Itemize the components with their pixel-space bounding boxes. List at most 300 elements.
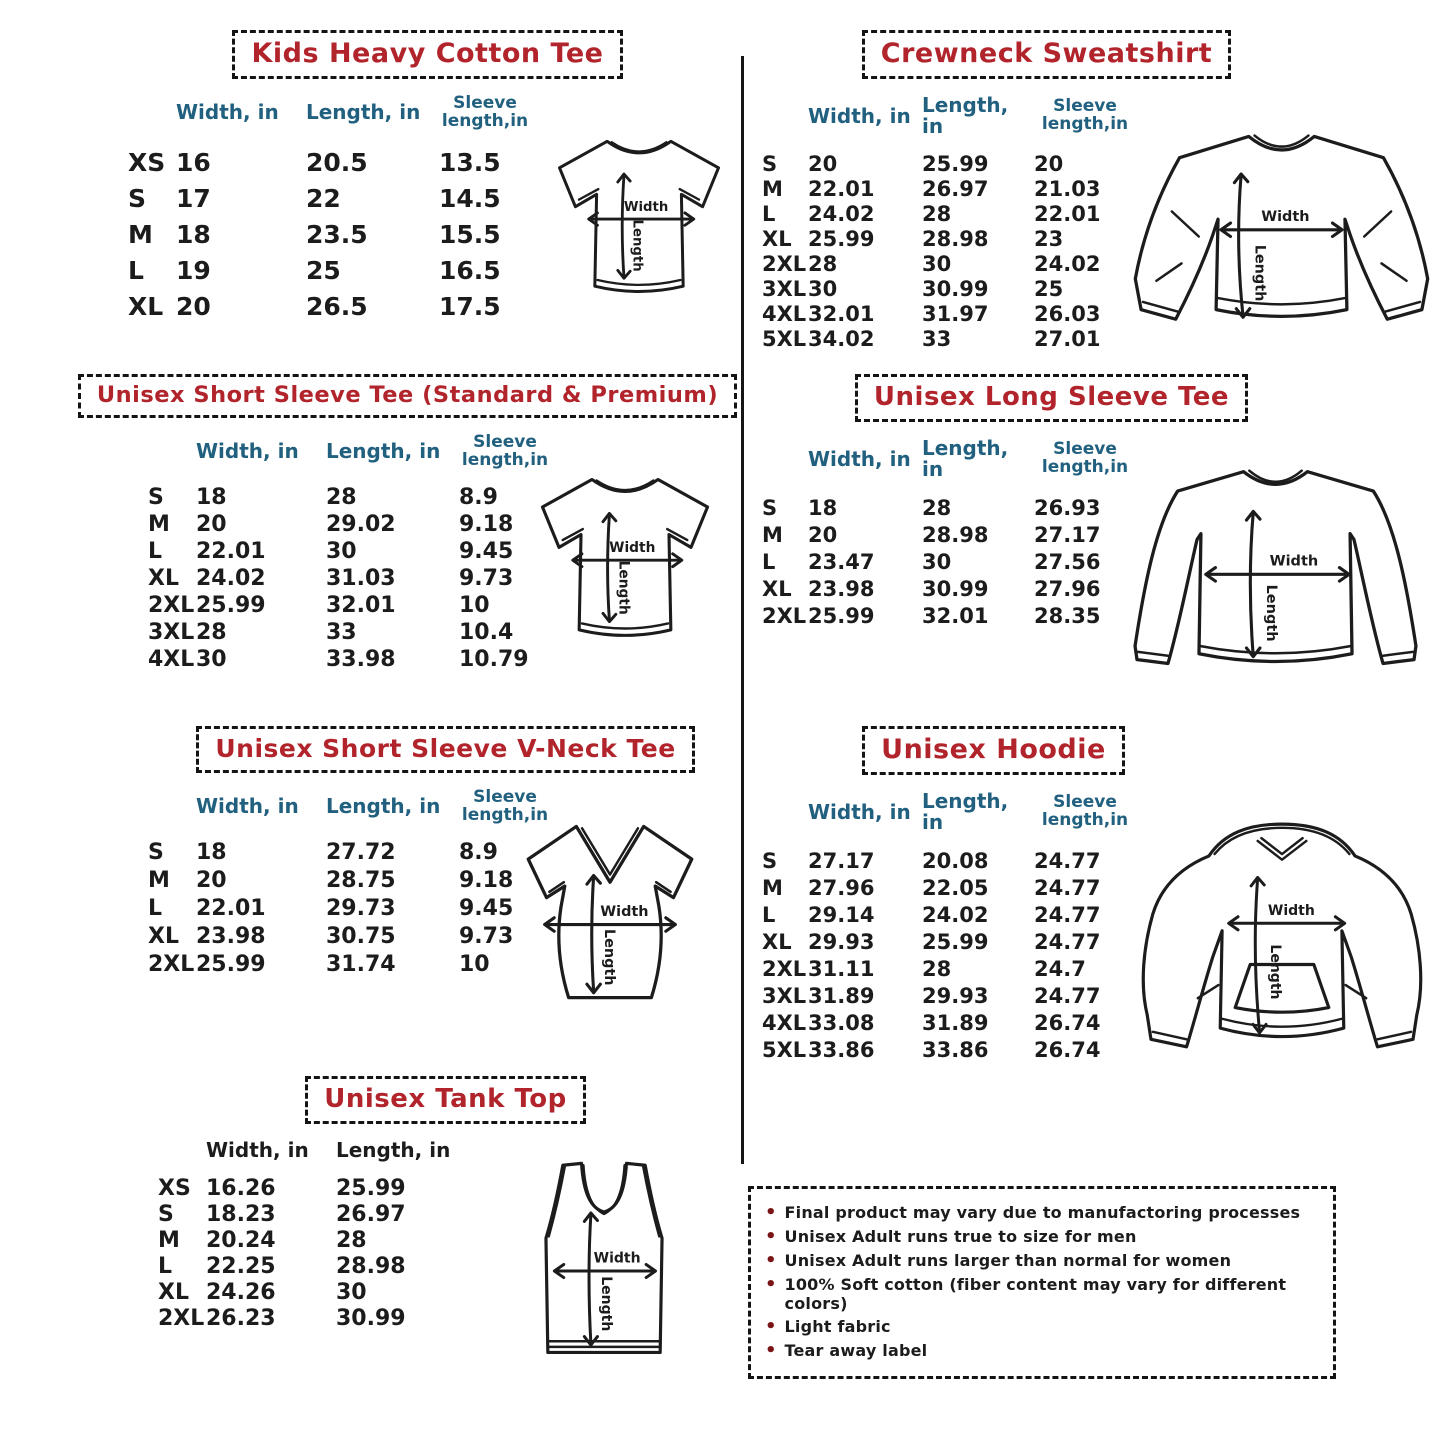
note-item bbox=[765, 1202, 1321, 1223]
table-row bbox=[148, 951, 551, 979]
table-row bbox=[148, 538, 551, 565]
sleeve-value: 24.77 bbox=[1034, 875, 1101, 900]
note-text: Light fabric bbox=[784, 1317, 891, 1336]
length-value: 31.97 bbox=[922, 301, 989, 326]
length-value: 33 bbox=[326, 619, 357, 645]
length-value: 30 bbox=[922, 549, 952, 574]
width-value: 22.01 bbox=[808, 176, 875, 201]
sleeve-value: 10 bbox=[459, 592, 490, 618]
size-label: 4XL bbox=[762, 1010, 807, 1035]
sleeve-value: 24.7 bbox=[1034, 956, 1086, 981]
size-label: 4XL bbox=[148, 646, 195, 672]
width-value: 16.26 bbox=[206, 1175, 276, 1201]
size-label: M bbox=[762, 522, 783, 547]
size-label: 3XL bbox=[762, 983, 807, 1008]
width-value: 20 bbox=[196, 868, 227, 894]
width-value: 18 bbox=[196, 484, 227, 510]
width-value: 24.26 bbox=[206, 1279, 276, 1305]
size-label: 2XL bbox=[158, 1305, 205, 1331]
width-value: 30 bbox=[196, 646, 227, 672]
table-row bbox=[762, 602, 1136, 629]
table-row bbox=[762, 251, 1136, 276]
sleeve-value: 9.45 bbox=[459, 896, 514, 922]
length-value: 28.75 bbox=[326, 868, 396, 894]
table-header-row bbox=[148, 789, 551, 825]
column-header-length: Length, in bbox=[922, 436, 1009, 481]
size-table bbox=[128, 79, 531, 325]
length-value: 24.02 bbox=[922, 902, 989, 927]
length-value: 31.89 bbox=[922, 1010, 989, 1035]
column-header-width: Width, in bbox=[196, 439, 299, 464]
size-table bbox=[762, 422, 1136, 629]
length-label: Length bbox=[615, 560, 632, 615]
length-value: 33 bbox=[922, 326, 952, 351]
size-label: 3XL bbox=[148, 619, 195, 645]
length-value: 30 bbox=[326, 538, 357, 564]
section-title: Unisex Hoodie bbox=[862, 726, 1125, 775]
length-value: 28 bbox=[922, 495, 952, 520]
table-row bbox=[762, 901, 1136, 928]
column-header-sleeve: Sleeve length,in bbox=[1041, 792, 1129, 830]
size-label: XL bbox=[762, 226, 792, 251]
column-header-length: Length, in bbox=[922, 789, 1009, 834]
table-row bbox=[158, 1279, 469, 1305]
width-value: 19 bbox=[176, 256, 211, 286]
table-header-row bbox=[148, 434, 551, 470]
width-value: 25.99 bbox=[196, 592, 266, 618]
column-header-length: Length, in bbox=[326, 794, 441, 819]
width-value: 25.99 bbox=[196, 952, 266, 978]
sleeve-value: 9.45 bbox=[459, 538, 514, 564]
sleeve-value: 10.79 bbox=[459, 646, 529, 672]
length-value: 30 bbox=[922, 251, 952, 276]
table-row bbox=[128, 181, 531, 217]
width-value: 28 bbox=[808, 251, 838, 276]
column-header-sleeve: Sleeve length,in bbox=[441, 93, 529, 131]
length-value: 29.02 bbox=[326, 511, 396, 537]
tee-diagram bbox=[533, 117, 745, 315]
column-header-length: Length, in bbox=[922, 93, 1009, 138]
sleeve-value: 27.01 bbox=[1034, 326, 1101, 351]
table-row bbox=[762, 575, 1136, 602]
note-text: 100% Soft cotton (fiber content may vary for different colors) bbox=[784, 1275, 1287, 1313]
notes-box bbox=[748, 1186, 1336, 1379]
size-table bbox=[762, 79, 1136, 351]
width-value: 25.99 bbox=[808, 603, 875, 628]
length-value: 28.98 bbox=[922, 522, 989, 547]
width-value: 18.23 bbox=[206, 1201, 276, 1227]
length-value: 28 bbox=[922, 201, 952, 226]
length-value: 28.98 bbox=[922, 226, 989, 251]
section-unisex-short-sleeve-tee bbox=[0, 374, 745, 673]
size-label: L bbox=[762, 902, 776, 927]
width-value: 33.86 bbox=[808, 1037, 875, 1062]
length-label: Length bbox=[1266, 944, 1283, 1000]
size-label: XL bbox=[128, 292, 164, 322]
table-row bbox=[148, 565, 551, 592]
width-value: 29.93 bbox=[808, 929, 875, 954]
width-value: 18 bbox=[808, 495, 838, 520]
table-row bbox=[148, 619, 551, 646]
length-value: 28.98 bbox=[336, 1253, 406, 1279]
width-label: Width bbox=[1269, 553, 1319, 570]
garment-outline bbox=[1135, 136, 1427, 319]
bullet-icon: • bbox=[765, 1226, 777, 1247]
table-row bbox=[762, 982, 1136, 1009]
table-row bbox=[762, 1036, 1136, 1063]
section-title: Unisex Tank Top bbox=[305, 1076, 586, 1124]
sleeve-value: 23 bbox=[1034, 226, 1064, 251]
table-header-row bbox=[128, 95, 531, 131]
sleeve-value: 26.93 bbox=[1034, 495, 1101, 520]
length-value: 32.01 bbox=[922, 603, 989, 628]
table-row bbox=[128, 253, 531, 289]
length-value: 29.73 bbox=[326, 896, 396, 922]
size-label: 2XL bbox=[148, 952, 195, 978]
size-label: XL bbox=[762, 929, 792, 954]
table-row bbox=[762, 548, 1136, 575]
size-label: S bbox=[762, 848, 778, 873]
bullet-icon: • bbox=[765, 1202, 777, 1223]
sleeve-value: 24.77 bbox=[1034, 983, 1101, 1008]
sleeve-value: 9.73 bbox=[459, 924, 514, 950]
sleeve-value: 26.74 bbox=[1034, 1037, 1101, 1062]
section-crewneck-sweatshirt bbox=[748, 30, 1445, 355]
section-title: Unisex Long Sleeve Tee bbox=[855, 374, 1248, 422]
table-row bbox=[158, 1305, 469, 1331]
size-table bbox=[762, 775, 1136, 1063]
width-value: 27.96 bbox=[808, 875, 875, 900]
size-label: L bbox=[148, 538, 163, 564]
size-label: M bbox=[762, 875, 783, 900]
length-value: 33.86 bbox=[922, 1037, 989, 1062]
tank-top-diagram bbox=[529, 1154, 679, 1374]
section-kids-heavy-cotton-tee bbox=[0, 30, 745, 325]
sleeve-value: 8.9 bbox=[459, 484, 498, 510]
table-row bbox=[762, 847, 1136, 874]
vneck-diagram bbox=[509, 807, 711, 1019]
column-header-sleeve: Sleeve length,in bbox=[461, 432, 549, 470]
width-value: 32.01 bbox=[808, 301, 875, 326]
sleeve-value: 9.73 bbox=[459, 565, 514, 591]
column-header-sleeve: Sleeve length,in bbox=[1041, 96, 1129, 134]
length-value: 20.08 bbox=[922, 848, 989, 873]
width-value: 31.11 bbox=[808, 956, 875, 981]
size-label: XL bbox=[158, 1279, 189, 1305]
width-label: Width bbox=[1261, 209, 1310, 226]
sleeve-value: 10.4 bbox=[459, 619, 514, 645]
table-row bbox=[762, 301, 1136, 326]
bullet-icon: • bbox=[765, 1316, 777, 1337]
table-row bbox=[128, 145, 531, 181]
table-row bbox=[128, 289, 531, 325]
length-value: 28 bbox=[922, 956, 952, 981]
column-header-sleeve: Sleeve length,in bbox=[1041, 439, 1129, 477]
sleeve-value: 27.96 bbox=[1034, 576, 1101, 601]
sleeve-value: 20 bbox=[1034, 151, 1064, 176]
table-header-row bbox=[762, 791, 1136, 833]
hoodie-diagram bbox=[1132, 811, 1432, 1059]
width-value: 22.25 bbox=[206, 1253, 276, 1279]
note-text: Unisex Adult runs true to size for men bbox=[784, 1227, 1137, 1246]
size-label: 3XL bbox=[762, 276, 807, 301]
sleeve-value: 10 bbox=[459, 952, 490, 978]
size-label: L bbox=[158, 1253, 173, 1279]
size-label: 4XL bbox=[762, 301, 807, 326]
size-label: XL bbox=[148, 924, 179, 950]
width-label: Width bbox=[623, 200, 669, 216]
column-header-width: Width, in bbox=[808, 446, 911, 471]
size-label: L bbox=[128, 256, 144, 286]
length-value: 22.05 bbox=[922, 875, 989, 900]
width-value: 26.23 bbox=[206, 1305, 276, 1331]
length-label: Length bbox=[598, 1276, 615, 1332]
length-value: 20.5 bbox=[306, 148, 368, 178]
sleeve-value: 25 bbox=[1034, 276, 1064, 301]
width-value: 18 bbox=[176, 220, 211, 250]
sleeve-value: 27.56 bbox=[1034, 549, 1101, 574]
size-table bbox=[158, 1124, 469, 1331]
size-label: M bbox=[148, 868, 170, 894]
table-row bbox=[148, 923, 551, 951]
sleeve-value: 24.02 bbox=[1034, 251, 1101, 276]
width-label: Width bbox=[593, 1250, 641, 1267]
length-value: 27.72 bbox=[326, 840, 396, 866]
width-value: 20 bbox=[196, 511, 227, 537]
column-header-length: Length, in bbox=[326, 439, 441, 464]
column-header-width: Width, in bbox=[196, 794, 299, 819]
tee-diagram bbox=[515, 454, 735, 660]
table-row bbox=[148, 895, 551, 923]
length-value: 25.99 bbox=[922, 929, 989, 954]
width-label: Width bbox=[600, 903, 649, 920]
table-row bbox=[762, 201, 1136, 226]
sleeve-value: 24.77 bbox=[1034, 929, 1101, 954]
column-header-length: Length, in bbox=[306, 100, 421, 125]
size-label: L bbox=[762, 549, 776, 574]
column-header-sleeve: Sleeve length,in bbox=[461, 787, 549, 825]
width-value: 17 bbox=[176, 184, 211, 214]
section-unisex-vneck-tee bbox=[0, 726, 745, 1019]
table-header-row bbox=[158, 1140, 469, 1161]
section-title: Crewneck Sweatshirt bbox=[862, 30, 1231, 79]
table-row bbox=[158, 1175, 469, 1201]
sleeve-value: 28.35 bbox=[1034, 603, 1101, 628]
width-value: 22.01 bbox=[196, 538, 266, 564]
bullet-icon: • bbox=[765, 1274, 777, 1295]
size-label: M bbox=[148, 511, 170, 537]
size-label: S bbox=[762, 495, 778, 520]
size-label: 2XL bbox=[762, 251, 807, 276]
table-row bbox=[148, 511, 551, 538]
table-row bbox=[762, 928, 1136, 955]
width-value: 23.98 bbox=[808, 576, 875, 601]
table-row bbox=[148, 592, 551, 619]
size-label: 5XL bbox=[762, 1037, 807, 1062]
sleeve-value: 22.01 bbox=[1034, 201, 1101, 226]
length-value: 22 bbox=[306, 184, 341, 214]
long-sleeve-diagram bbox=[1106, 456, 1445, 684]
sleeve-value: 9.18 bbox=[459, 511, 514, 537]
note-text: Unisex Adult runs larger than normal for women bbox=[784, 1251, 1232, 1270]
sleeve-value: 26.74 bbox=[1034, 1010, 1101, 1035]
table-row bbox=[762, 874, 1136, 901]
width-value: 20 bbox=[808, 522, 838, 547]
length-value: 30.99 bbox=[336, 1305, 406, 1331]
size-label: XS bbox=[158, 1175, 191, 1201]
length-value: 30 bbox=[336, 1279, 367, 1305]
length-value: 25.99 bbox=[336, 1175, 406, 1201]
column-header-width: Width, in bbox=[206, 1138, 309, 1162]
width-value: 20 bbox=[808, 151, 838, 176]
length-value: 32.01 bbox=[326, 592, 396, 618]
width-value: 25.99 bbox=[808, 226, 875, 251]
size-table bbox=[148, 773, 551, 979]
table-row bbox=[762, 955, 1136, 982]
width-value: 34.02 bbox=[808, 326, 875, 351]
length-value: 28 bbox=[336, 1227, 367, 1253]
table-row bbox=[148, 484, 551, 511]
column-header-width: Width, in bbox=[808, 103, 911, 128]
length-value: 30.99 bbox=[922, 276, 989, 301]
length-value: 31.74 bbox=[326, 952, 396, 978]
width-value: 31.89 bbox=[808, 983, 875, 1008]
size-label: S bbox=[158, 1201, 174, 1227]
length-label: Length bbox=[601, 928, 618, 986]
length-value: 26.5 bbox=[306, 292, 368, 322]
width-value: 29.14 bbox=[808, 902, 875, 927]
sleeve-value: 15.5 bbox=[439, 220, 501, 250]
table-row bbox=[762, 326, 1136, 351]
table-row bbox=[762, 176, 1136, 201]
size-label: 2XL bbox=[762, 956, 807, 981]
table-row bbox=[128, 217, 531, 253]
section-title: Unisex Short Sleeve Tee (Standard & Premium) bbox=[78, 374, 737, 418]
sweatshirt-diagram bbox=[1118, 119, 1445, 355]
note-text: Final product may vary due to manufactoring processes bbox=[784, 1203, 1301, 1222]
table-row bbox=[762, 226, 1136, 251]
width-value: 20 bbox=[176, 292, 211, 322]
size-table bbox=[148, 418, 551, 673]
size-label: M bbox=[158, 1227, 180, 1253]
table-row bbox=[762, 1009, 1136, 1036]
width-value: 22.01 bbox=[196, 896, 266, 922]
size-label: S bbox=[148, 484, 164, 510]
length-label: Length bbox=[1251, 244, 1268, 302]
sleeve-value: 13.5 bbox=[439, 148, 501, 178]
size-label: S bbox=[148, 840, 164, 866]
sleeve-value: 24.77 bbox=[1034, 848, 1101, 873]
width-value: 23.47 bbox=[808, 549, 875, 574]
size-label: L bbox=[148, 896, 163, 922]
sleeve-value: 17.5 bbox=[439, 292, 501, 322]
width-value: 33.08 bbox=[808, 1010, 875, 1035]
size-label: 2XL bbox=[762, 603, 807, 628]
table-header-row bbox=[762, 95, 1136, 137]
bullet-icon: • bbox=[765, 1250, 777, 1271]
length-value: 29.93 bbox=[922, 983, 989, 1008]
length-value: 31.03 bbox=[326, 565, 396, 591]
table-row bbox=[148, 839, 551, 867]
table-row bbox=[762, 276, 1136, 301]
bullet-icon: • bbox=[765, 1340, 777, 1361]
length-value: 23.5 bbox=[306, 220, 368, 250]
length-value: 26.97 bbox=[336, 1201, 406, 1227]
width-value: 24.02 bbox=[196, 565, 266, 591]
section-unisex-long-sleeve-tee bbox=[748, 374, 1445, 684]
length-value: 33.98 bbox=[326, 646, 396, 672]
length-value: 26.97 bbox=[922, 176, 989, 201]
note-text: Tear away label bbox=[784, 1341, 928, 1360]
column-header-length: Length, in bbox=[336, 1138, 451, 1162]
width-value: 30 bbox=[808, 276, 838, 301]
size-label: S bbox=[762, 151, 778, 176]
note-item bbox=[765, 1250, 1321, 1271]
sleeve-value: 8.9 bbox=[459, 840, 498, 866]
sleeve-value: 21.03 bbox=[1034, 176, 1101, 201]
note-item bbox=[765, 1274, 1321, 1313]
sleeve-value: 14.5 bbox=[439, 184, 501, 214]
width-label: Width bbox=[1267, 902, 1315, 919]
length-value: 25.99 bbox=[922, 151, 989, 176]
section-unisex-hoodie bbox=[748, 726, 1445, 1063]
sleeve-value: 9.18 bbox=[459, 868, 514, 894]
width-value: 24.02 bbox=[808, 201, 875, 226]
width-value: 27.17 bbox=[808, 848, 875, 873]
table-row bbox=[762, 521, 1136, 548]
column-header-width: Width, in bbox=[808, 799, 911, 824]
width-label: Width bbox=[609, 539, 656, 556]
length-value: 30.75 bbox=[326, 924, 396, 950]
table-row bbox=[148, 867, 551, 895]
sleeve-value: 26.03 bbox=[1034, 301, 1101, 326]
size-label: 2XL bbox=[148, 592, 195, 618]
section-unisex-tank-top bbox=[0, 1076, 745, 1374]
sleeve-value: 24.77 bbox=[1034, 902, 1101, 927]
sleeve-value: 27.17 bbox=[1034, 522, 1101, 547]
length-value: 30.99 bbox=[922, 576, 989, 601]
table-row bbox=[158, 1201, 469, 1227]
size-label: XL bbox=[762, 576, 792, 601]
size-label: XL bbox=[148, 565, 179, 591]
width-value: 16 bbox=[176, 148, 211, 178]
table-row bbox=[158, 1253, 469, 1279]
table-header-row bbox=[762, 438, 1136, 480]
note-item bbox=[765, 1316, 1321, 1337]
table-row bbox=[148, 646, 551, 673]
section-title: Unisex Short Sleeve V-Neck Tee bbox=[196, 726, 694, 773]
table-row bbox=[762, 151, 1136, 176]
length-label: Length bbox=[629, 219, 645, 272]
size-label: XS bbox=[128, 148, 166, 178]
width-value: 23.98 bbox=[196, 924, 266, 950]
column-header-width: Width, in bbox=[176, 100, 279, 125]
width-value: 18 bbox=[196, 840, 227, 866]
note-item bbox=[765, 1340, 1321, 1361]
size-label: M bbox=[762, 176, 783, 201]
size-label: 5XL bbox=[762, 326, 807, 351]
length-value: 25 bbox=[306, 256, 341, 286]
size-label: M bbox=[128, 220, 153, 250]
table-row bbox=[158, 1227, 469, 1253]
size-label: L bbox=[762, 201, 776, 226]
note-item bbox=[765, 1226, 1321, 1247]
length-value: 28 bbox=[326, 484, 357, 510]
section-title: Kids Heavy Cotton Tee bbox=[232, 30, 622, 79]
table-row bbox=[762, 494, 1136, 521]
width-value: 20.24 bbox=[206, 1227, 276, 1253]
length-label: Length bbox=[1262, 584, 1279, 642]
